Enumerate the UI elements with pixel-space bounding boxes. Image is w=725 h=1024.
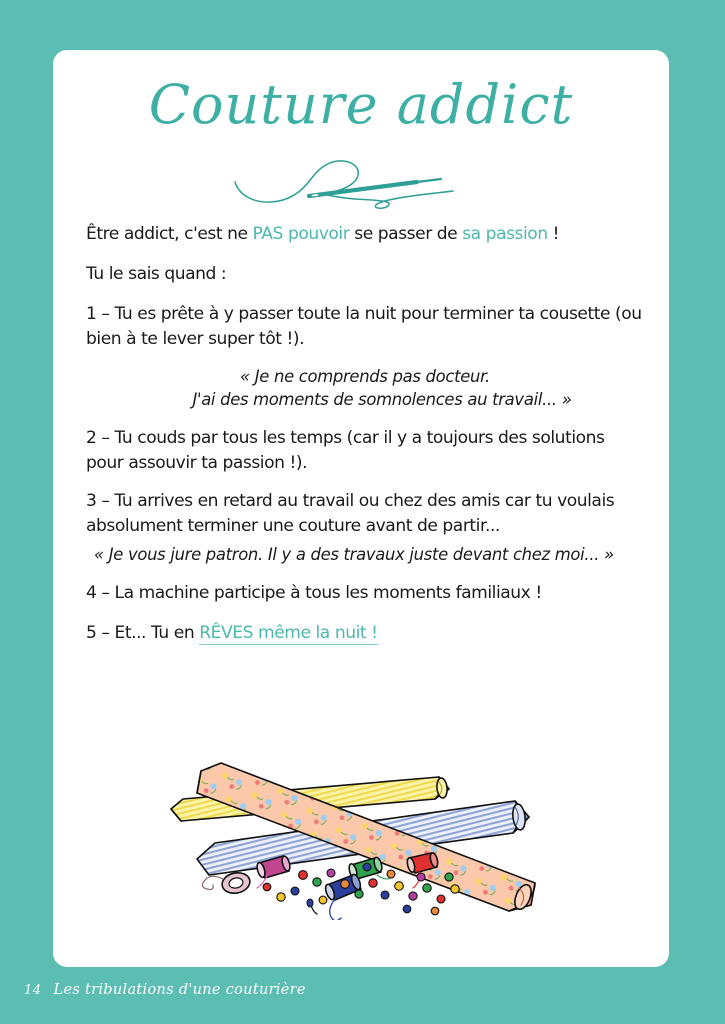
list-item-2: 2 – Tu couds par tous les temps (car il y a toujours des solutions pour assouvir ta passion !). [86, 428, 605, 473]
page-number: 14 [24, 983, 42, 998]
quote-1-line-1: « Je ne comprends pas docteur. [240, 367, 490, 386]
quote-2-line-1: « Je vous jure patron. Il y a des travaux juste devant chez moi... » [94, 545, 614, 564]
quote-1-line-2: J'ai des moments de somnolences au travail... » [192, 390, 572, 409]
list-item-1: 1 – Tu es prête à y passer toute la nuit pour terminer ta cousette (ou bien à te lever super tôt !). [86, 304, 642, 349]
intro-middle: se passer de [349, 224, 463, 244]
book-title: Les tribulations d'une couturière [53, 982, 306, 998]
list-item-4: 4 – La machine participe à tous les moments familiaux ! [86, 583, 542, 603]
intro-paragraph [86, 222, 644, 247]
needle-and-thread-icon [231, 154, 491, 216]
intro-lead: Être addict, c'est ne [86, 224, 253, 244]
list-item-5-prefix: 5 – Et... Tu en [86, 623, 200, 643]
article-body [86, 222, 644, 661]
list-item-5 [86, 621, 644, 646]
quote-2 [86, 543, 644, 566]
footer [24, 982, 306, 998]
list-item-5-highlight: RÊVES même la nuit ! [199, 623, 378, 643]
cue-paragraph: Tu le sais quand : [86, 264, 227, 284]
list-item-3: 3 – Tu arrives en retard au travail ou chez des amis car tu voulais absolument terminer une couture avant de partir... [86, 491, 615, 536]
intro-tail: ! [547, 224, 560, 244]
page-title: Couture addict [148, 73, 574, 136]
content-card [53, 50, 669, 967]
intro-highlight-pas-pouvoir: PAS pouvoir [252, 224, 350, 244]
fabric-rolls-and-thread-spools-illustration [163, 755, 583, 920]
quote-1 [86, 365, 644, 411]
intro-highlight-sa-passion: sa passion [462, 224, 548, 244]
